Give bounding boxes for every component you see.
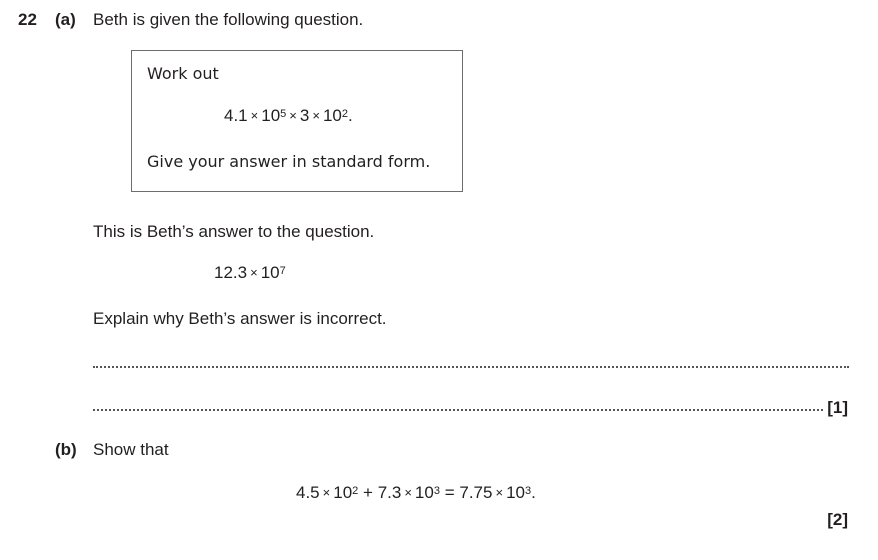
expr-term: 10 bbox=[333, 483, 353, 502]
part-a-label: (a) bbox=[55, 10, 76, 29]
beth-answer-label: This is Beth’s answer to the question. bbox=[93, 222, 375, 241]
expr-term: 10 bbox=[414, 483, 434, 502]
box-work-out: Work out bbox=[147, 64, 219, 83]
expr-end: . bbox=[347, 106, 353, 125]
exponent: 3 bbox=[524, 485, 532, 497]
answer-line[interactable] bbox=[93, 366, 849, 368]
expr-term: 3 bbox=[299, 106, 310, 125]
box-instruction: Give your answer in standard form. bbox=[147, 152, 431, 171]
times-sign: × bbox=[312, 108, 320, 123]
explain-prompt: Explain why Beth’s answer is incorrect. bbox=[93, 309, 387, 328]
expr-term: 10 bbox=[322, 106, 342, 125]
times-sign: × bbox=[322, 485, 331, 500]
beth-answer-expression bbox=[214, 263, 286, 283]
marks-badge: [1] bbox=[827, 398, 848, 417]
times-sign: × bbox=[495, 485, 504, 500]
expr-term: 4.1 bbox=[224, 106, 248, 125]
times-sign: × bbox=[250, 108, 259, 123]
question-number: 22 bbox=[18, 10, 37, 29]
part-b-label: (b) bbox=[55, 440, 77, 459]
expr-term: 4.5 bbox=[296, 483, 320, 502]
marks-badge: [2] bbox=[827, 510, 848, 529]
exponent: 7 bbox=[279, 265, 286, 277]
exponent: 5 bbox=[280, 108, 287, 120]
times-sign: × bbox=[404, 485, 412, 500]
exponent: 2 bbox=[341, 108, 348, 120]
expr-term: 10 bbox=[506, 483, 525, 502]
expr-term: 10 bbox=[261, 106, 281, 125]
box-expression bbox=[224, 106, 353, 126]
exponent: 2 bbox=[352, 485, 359, 497]
part-b-expression bbox=[296, 483, 536, 503]
part-b-text: Show that bbox=[93, 440, 169, 459]
answer-line[interactable] bbox=[93, 409, 823, 411]
times-sign: × bbox=[289, 108, 297, 123]
expr-term: 7.75 bbox=[459, 483, 493, 502]
plus-sign: + bbox=[363, 483, 373, 502]
times-sign: × bbox=[250, 265, 258, 280]
equals-sign: = bbox=[444, 483, 455, 502]
part-a-intro: Beth is given the following question. bbox=[93, 10, 364, 29]
expr-term: 10 bbox=[260, 263, 280, 282]
exponent: 3 bbox=[433, 485, 440, 497]
expr-end: . bbox=[531, 483, 536, 502]
expr-term: 12.3 bbox=[214, 263, 248, 282]
expr-term: 7.3 bbox=[377, 483, 402, 502]
